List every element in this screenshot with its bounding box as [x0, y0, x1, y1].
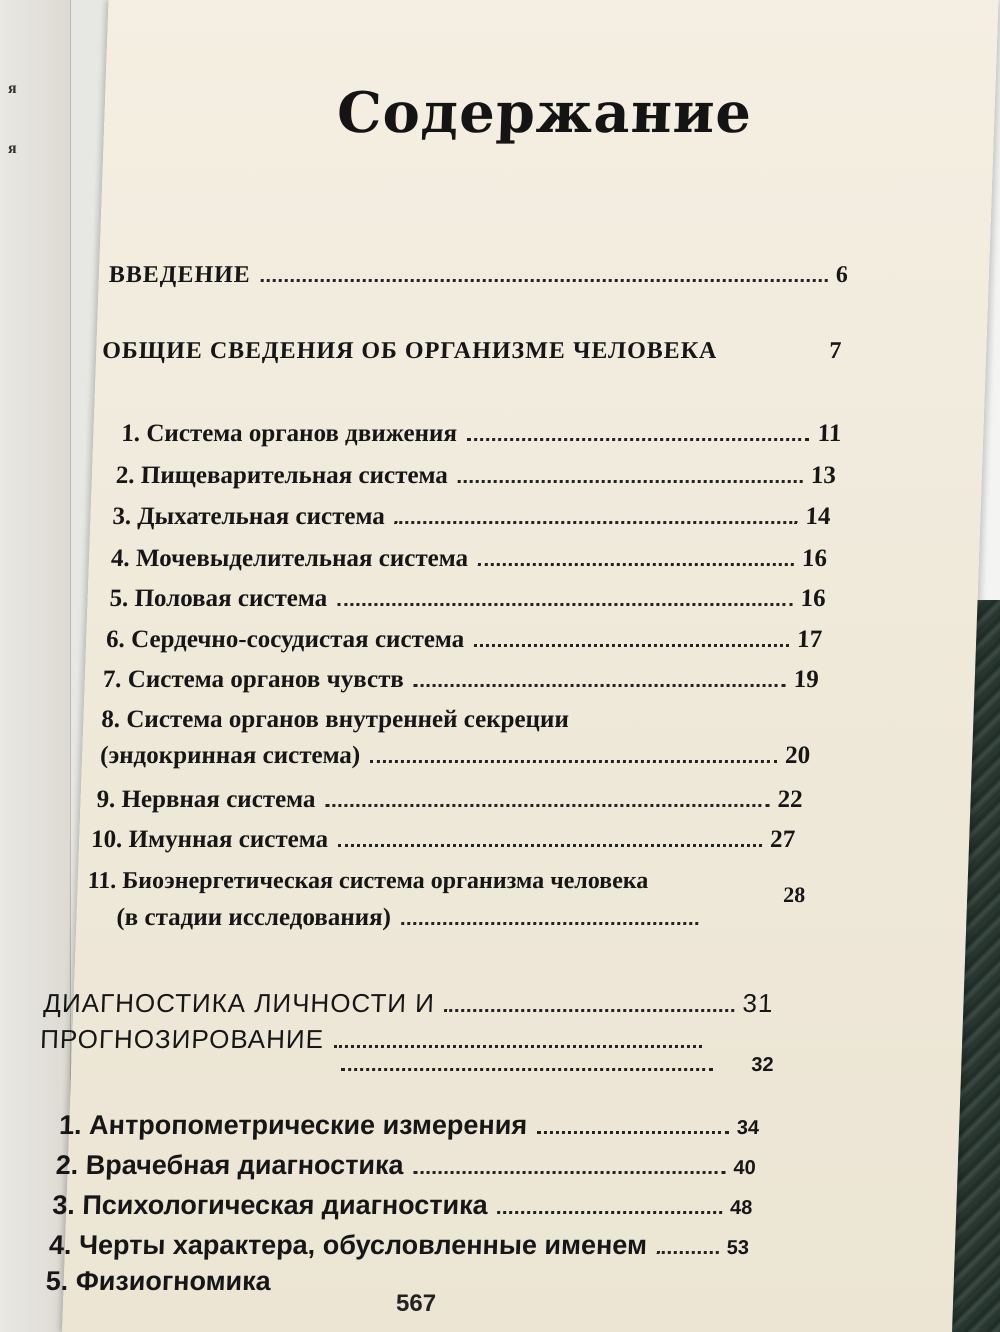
dot-leader: [537, 1131, 729, 1134]
left-page-fragment: я: [8, 140, 17, 157]
toc-item: [59, 1110, 760, 1141]
toc-page-number: 6: [835, 262, 850, 288]
toc-page-number: 16: [800, 585, 827, 612]
dot-leader: [338, 844, 762, 847]
toc-item: [55, 1150, 756, 1181]
toc-item: [48, 1230, 749, 1261]
dot-leader: [337, 603, 792, 606]
toc-page-number: 13: [810, 462, 837, 489]
toc-item-label: 9. Нервная система: [96, 786, 317, 813]
table-of-contents: [39, 0, 999, 1332]
book-page: [39, 0, 999, 1332]
page-title: Содержание: [335, 80, 754, 146]
toc-item: [121, 420, 842, 448]
toc-page-number: 40: [733, 1157, 757, 1179]
toc-item: [109, 585, 826, 613]
dot-leader: [478, 563, 794, 566]
dot-leader: [657, 1251, 719, 1254]
dot-leader: [414, 684, 786, 687]
toc-item-label: 7. Система органов чувств: [102, 666, 405, 693]
toc-item-label: (эндокринная система): [99, 742, 361, 769]
dot-leader: [401, 922, 699, 925]
toc-item-label: 6. Сердечно-сосудистая система: [105, 626, 465, 653]
toc-item-label: 2. Врачебная диагностика: [55, 1150, 405, 1180]
toc-item: [106, 626, 823, 654]
toc-item-label: 2. Пищеварительная система: [115, 462, 449, 489]
toc-item-label: 3. Психологическая диагностика: [51, 1190, 489, 1220]
toc-item: [91, 826, 796, 854]
toc-page-number: 32: [750, 1054, 774, 1076]
dot-leader: [334, 1045, 702, 1048]
toc-page-number: 22: [777, 786, 804, 813]
toc-item-label: 4. Мочевыделительная система: [110, 545, 469, 572]
toc-item: [102, 666, 819, 694]
toc-page-number: 11: [817, 420, 842, 447]
toc-item-label: 10. Имунная система: [90, 826, 329, 853]
toc-item-label: (в стадии исследования): [116, 904, 392, 931]
toc-entry-label: ВВЕДЕНИЕ: [108, 262, 252, 288]
toc-item: [112, 503, 831, 531]
toc-item-label: 5. Физиогномика: [45, 1266, 272, 1296]
toc-item-label: 1. Антропометрические измерения: [58, 1110, 528, 1140]
toc-page-number: 31: [742, 988, 775, 1018]
toc-page-number: 53: [726, 1237, 750, 1259]
toc-item-label: 4. Черты характера, обусловленные именем: [48, 1230, 648, 1260]
toc-page-number: 19: [793, 666, 820, 693]
toc-page-number: 48: [729, 1197, 753, 1219]
toc-item-label: 1. Система органов движения: [120, 420, 458, 447]
toc-page-number: 17: [796, 626, 823, 653]
toc-item: [96, 786, 803, 814]
dot-leader: [261, 279, 828, 282]
toc-page-number: 27: [769, 826, 796, 853]
dot-leader: [341, 1068, 713, 1071]
toc-section-label: ПРОГНОЗИРОВАНИЕ: [39, 1024, 325, 1054]
toc-section-general: [102, 338, 843, 365]
toc-item-label: 8. Система органов внутренней секреции: [100, 706, 570, 733]
toc-item-label: 3. Дыхательная система: [112, 503, 386, 530]
dot-leader-row: [331, 1068, 721, 1077]
toc-page-number: 16: [801, 545, 828, 572]
dot-leader: [467, 438, 810, 441]
toc-entry-intro: [108, 262, 849, 289]
toc-item-label: 5. Половая система: [109, 585, 328, 612]
dot-leader: [325, 804, 769, 807]
toc-section-diagnostics: [43, 988, 774, 1019]
toc-item: [111, 545, 828, 573]
toc-section-label: ДИАГНОСТИКА ЛИЧНОСТИ И: [42, 988, 436, 1018]
dot-leader: [413, 1171, 725, 1174]
toc-page-number: 28: [782, 882, 806, 907]
toc-item-label: 11. Биоэнергетическая система организма человека: [87, 868, 649, 894]
dot-leader: [395, 521, 798, 524]
toc-page-number: 34: [736, 1117, 760, 1139]
toc-page-number: 14: [805, 503, 831, 530]
toc-page-number: 7: [828, 338, 843, 364]
toc-section-label: ОБЩИЕ СВЕДЕНИЯ ОБ ОРГАНИЗМЕ ЧЕЛОВЕКА: [101, 338, 718, 364]
dot-leader: [497, 1211, 722, 1214]
dot-leader: [445, 1009, 735, 1012]
toc-page-number: 20: [784, 742, 811, 769]
toc-item: [116, 904, 707, 932]
page-number-footer: 567: [396, 1290, 437, 1317]
toc-item: [100, 742, 811, 770]
dot-leader: [370, 760, 777, 763]
toc-item: [52, 1190, 753, 1221]
toc-section-diagnostics-line2: [40, 1024, 711, 1055]
toc-item: [45, 1266, 346, 1297]
dot-leader: [458, 480, 803, 483]
left-page-fragment: я: [8, 80, 17, 97]
toc-item: [115, 462, 836, 490]
dot-leader: [474, 644, 789, 647]
